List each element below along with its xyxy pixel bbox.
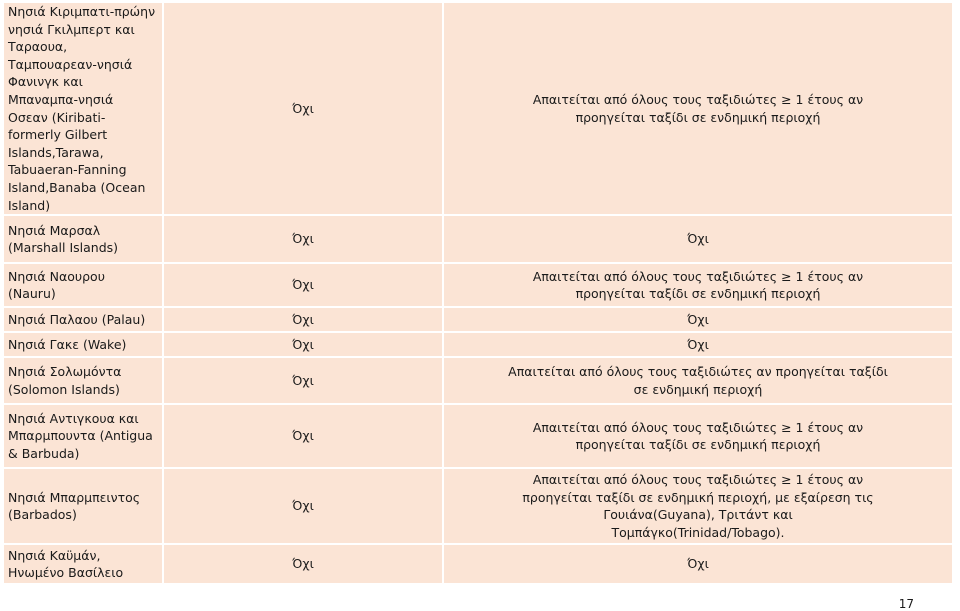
country-cell	[4, 333, 162, 356]
recommendation-cell	[444, 308, 952, 331]
recommendation-line: Απαιτείται από όλους τους ταξιδιώτες ≥ 1 έτους αν	[532, 268, 864, 284]
country-cell	[4, 405, 162, 467]
country-line: Νησιά Παλαου (Palau)	[8, 311, 146, 327]
recommendation-line: Απαιτείται από όλους τους ταξιδιώτες ≥ 1 έτους αν	[532, 419, 864, 435]
country-cell	[4, 264, 162, 306]
recommendation-line: Όχι	[687, 311, 709, 327]
country-line: Νησιά Αντιγκουα και	[8, 410, 139, 426]
requirement-cell: Όχι	[164, 469, 442, 543]
country-line: Νησιά Μαρσαλ	[8, 222, 101, 238]
requirement-cell: Όχι	[164, 264, 442, 306]
table-row	[4, 308, 952, 331]
requirement-cell: Όχι	[164, 358, 442, 403]
country-cell	[4, 3, 162, 214]
recommendation-line: προηγείται ταξίδι σε ενδημική περιοχή	[575, 109, 821, 125]
country-cell	[4, 216, 162, 262]
country-line: Μπαρμπουντα (Antigua	[8, 428, 153, 444]
country-line: formerly Gilbert	[8, 127, 108, 143]
country-line: (Solomon Islands)	[8, 381, 120, 397]
recommendation-line: προηγείται ταξίδι σε ενδημική περιοχή	[575, 437, 821, 453]
recommendation-cell	[444, 216, 952, 262]
country-line: Ταμπουαρεαν-νησιά	[8, 56, 133, 72]
country-line: Islands,Tarawa,	[8, 144, 104, 160]
country-cell	[4, 308, 162, 331]
requirement-cell: Όχι	[164, 308, 442, 331]
country-line: Μπαναμπα-νησιά	[8, 91, 114, 107]
requirement-cell: Όχι	[164, 545, 442, 583]
country-line: Island,Banaba (Ocean	[8, 179, 146, 195]
table-row	[4, 216, 952, 262]
country-line: Ταραουα,	[8, 39, 68, 55]
table-row	[4, 333, 952, 356]
recommendation-line: Όχι	[687, 336, 709, 352]
country-cell	[4, 545, 162, 583]
recommendation-cell	[444, 545, 952, 583]
country-line: Οσεαν (Kiribati-	[8, 109, 106, 125]
country-line: Φανινγκ και	[8, 74, 83, 90]
recommendation-line: σε ενδημική περιοχή	[633, 381, 763, 397]
country-line: Νησιά Κιριμπατι-πρώην	[8, 4, 156, 19]
recommendation-cell	[444, 358, 952, 403]
recommendation-cell	[444, 264, 952, 306]
recommendation-line: προηγείται ταξίδι σε ενδημική περιοχή	[575, 286, 821, 302]
recommendation-cell	[444, 333, 952, 356]
country-cell	[4, 469, 162, 543]
table-row	[4, 469, 952, 543]
requirement-cell: Όχι	[164, 3, 442, 214]
country-line: Νησιά Μπαρμπειντος	[8, 489, 141, 505]
recommendation-line: Απαιτείται από όλους τους ταξιδιώτες ≥ 1 έτους αν	[532, 471, 864, 487]
requirement-cell: Όχι	[164, 333, 442, 356]
table-row	[4, 358, 952, 403]
requirement-cell: Όχι	[164, 405, 442, 467]
recommendation-line: Τομπάγκο(Trinidad/Tobago).	[611, 524, 785, 540]
country-cell	[4, 358, 162, 403]
table-row	[4, 3, 952, 214]
country-line: (Barbados)	[8, 507, 77, 523]
country-line: (Marshall Islands)	[8, 240, 119, 256]
recommendation-cell	[444, 405, 952, 467]
requirement-cell: Όχι	[164, 216, 442, 262]
recommendation-line: προηγείται ταξίδι σε ενδημική περιοχή, με εξαίρεση τις	[522, 489, 874, 505]
recommendation-cell	[444, 3, 952, 214]
recommendation-line: Γουιάνα(Guyana), Τριτάντ και	[603, 507, 793, 523]
country-line: Νησιά Καϋμάν,	[8, 547, 101, 563]
country-line: νησιά Γκιλμπερτ και	[8, 21, 135, 37]
recommendation-cell	[444, 469, 952, 543]
country-line: Νησιά Σολωμόντα	[8, 364, 122, 380]
country-line: Νησιά Γακε (Wake)	[8, 336, 127, 352]
table-row	[4, 405, 952, 467]
recommendation-line: Όχι	[687, 556, 709, 572]
vaccination-requirements-table	[2, 1, 954, 585]
country-line: & Barbuda)	[8, 445, 80, 461]
country-line: (Nauru)	[8, 286, 56, 302]
table-row	[4, 264, 952, 306]
country-line: Tabuaeran-Fanning	[8, 162, 127, 178]
recommendation-line: Απαιτείται από όλους τους ταξιδιώτες αν προηγείται ταξίδι	[508, 364, 888, 380]
page-number: 17	[898, 597, 914, 611]
country-line: Ηνωμένο Βασίλειο	[8, 565, 124, 581]
table-row	[4, 545, 952, 583]
recommendation-line: Απαιτείται από όλους τους ταξιδιώτες ≥ 1 έτους αν	[532, 91, 864, 107]
country-line: Νησιά Ναουρου	[8, 268, 105, 284]
country-line: Island)	[8, 197, 51, 213]
recommendation-line: Όχι	[687, 231, 709, 247]
